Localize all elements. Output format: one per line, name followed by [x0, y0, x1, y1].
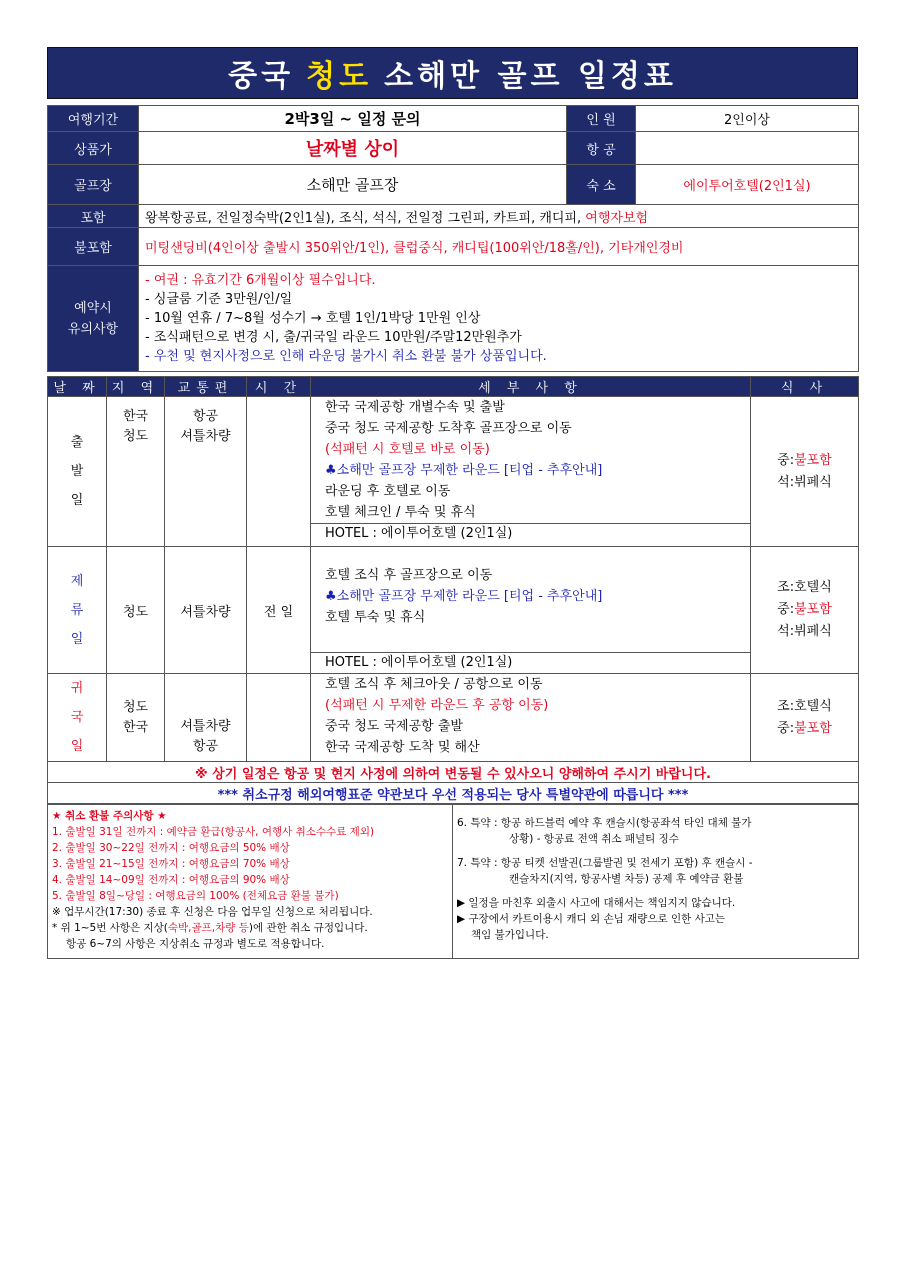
schedule-table	[47, 376, 859, 804]
header-time: 시 간	[247, 377, 311, 397]
note-item: - 우천 및 현지사정으로 인해 라운딩 불가시 취소 환불 불가 상품입니다.	[145, 349, 547, 364]
meal-prefix: 조:	[777, 698, 795, 714]
meal-value: 뷔페식	[794, 624, 832, 639]
day-char: 국	[70, 710, 84, 725]
header-region: 지 역	[107, 377, 165, 397]
price-label: 상품가	[48, 132, 139, 165]
details-cell	[311, 547, 751, 674]
meal-value: 호텔식	[794, 698, 832, 714]
day-char: 일	[70, 493, 84, 508]
detail-line: 한국 국제공항 개별수속 및 출발	[325, 400, 505, 415]
term-line: 캔슬차지(지역, 항공사별 차등) 공제 후 예약금 환불	[509, 873, 744, 885]
special-terms	[453, 805, 859, 959]
detail-line: 한국 국제공항 도착 및 해산	[325, 740, 480, 755]
notes-list	[139, 266, 859, 372]
title-part2: 소해만 골프 일정표	[384, 59, 677, 94]
include-label: 포함	[48, 205, 139, 228]
detail-line: (석패턴 시 무제한 라운드 후 공항 이동)	[325, 698, 549, 713]
meal-value: 호텔식	[794, 580, 832, 595]
meal-line	[757, 718, 852, 740]
day-label-stay	[48, 547, 107, 674]
meal-prefix: 중:	[777, 602, 795, 617]
meal-prefix: 중:	[777, 720, 795, 736]
meals-cell	[751, 674, 859, 762]
time-cell	[247, 397, 311, 547]
term-line: ▶ 구장에서 카트이용시 캐디 외 손님 재량으로 인한 사고는	[457, 913, 726, 925]
airline-label: 항 공	[567, 132, 636, 165]
term-line: 책임 불가입니다.	[471, 929, 549, 941]
meals-cell	[751, 547, 859, 674]
info-table	[47, 105, 859, 372]
region-cell: 청도 한국	[107, 674, 165, 762]
refund-note: 항공 6~7의 사항은 지상취소 규정과 별도로 적용합니다.	[66, 938, 325, 950]
meal-prefix: 조:	[777, 580, 795, 595]
exclude-label: 불포함	[48, 228, 139, 266]
title-part1: 중국	[228, 59, 295, 94]
meal-line	[757, 696, 852, 718]
price-value: 날짜별 상이	[139, 132, 567, 165]
page-title	[47, 47, 858, 99]
term-line: 6. 특약 : 항공 하드블럭 예약 후 캔슬시(항공좌석 타인 대체 불가	[457, 817, 752, 829]
detail-line: ♣소해만 골프장 무제한 라운드 [티업 - 추후안내]	[325, 589, 603, 604]
transport-cell: 항공 셔틀차량	[165, 397, 247, 547]
people-value: 2인이상	[636, 106, 859, 132]
note-item: - 여권 : 유효기간 6개월이상 필수입니다.	[145, 273, 376, 288]
note-item: - 10월 연휴 / 7~8월 성수기 → 호텔 1인/1박당 1만원 인상	[145, 311, 481, 326]
day-char: 귀	[70, 681, 84, 696]
meal-value: 뷔페식	[794, 474, 832, 490]
meal-value: 불포함	[794, 720, 832, 736]
detail-line: 호텔 조식 후 체크아웃 / 공항으로 이동	[325, 677, 543, 692]
meal-value: 불포함	[794, 602, 832, 617]
day-label-return	[48, 674, 107, 762]
meal-line	[757, 621, 852, 643]
hotel-line: HOTEL : 에이투어호텔 (2인1실)	[311, 652, 750, 673]
title-highlight: 청도	[306, 59, 373, 94]
detail-line: 호텔 조식 후 골프장으로 이동	[325, 568, 493, 583]
details-cell	[311, 674, 751, 762]
schedule-change-notice: ※ 상기 일정은 항공 및 현지 사정에 의하여 변동될 수 있사오니 양해하여 주시기 바랍니다.	[48, 762, 859, 783]
airline-value	[636, 132, 859, 165]
day-char: 일	[70, 739, 84, 754]
golf-value: 소해만 골프장	[139, 165, 567, 205]
period-label: 여행기간	[48, 106, 139, 132]
detail-line: 호텔 투숙 및 휴식	[325, 610, 426, 625]
day-char: 일	[70, 631, 84, 647]
day-char: 제	[70, 573, 84, 589]
meal-line	[757, 450, 852, 472]
note-red-text: 숙박,골프,차량 등	[167, 922, 249, 934]
header-date: 날 짜	[48, 377, 107, 397]
refund-item: 1. 출발일 31일 전까지 : 예약금 환급(항공사, 여행사 취소수수료 제외)	[52, 826, 375, 838]
meal-line	[757, 599, 852, 621]
detail-line: 중국 청도 국제공항 도착후 골프장으로 이동	[325, 421, 572, 436]
people-label: 인 원	[567, 106, 636, 132]
meal-prefix: 석:	[777, 474, 795, 490]
term-line: ▶ 일정을 마친후 외출시 사고에 대해서는 책임지지 않습니다.	[457, 897, 736, 909]
refund-rules	[48, 805, 453, 959]
day-char: 류	[70, 602, 84, 618]
meal-value: 불포함	[794, 452, 832, 468]
transport-cell: 셔틀차량	[165, 547, 247, 674]
note-item: - 조식패턴으로 변경 시, 출/귀국일 라운드 10만원/주말12만원추가	[145, 330, 522, 345]
term-line: 7. 특약 : 항공 티켓 선발권(그룹발권 및 전세기 포함) 후 캔슬시 -	[457, 857, 753, 869]
day-label-departure	[48, 397, 107, 547]
details-cell	[311, 397, 751, 547]
detail-line: 중국 청도 국제공항 출발	[325, 719, 463, 734]
note-text: )에 관한 취소 규정입니다.	[248, 922, 368, 934]
golf-label: 골프장	[48, 165, 139, 205]
meals-cell	[751, 397, 859, 547]
special-terms-notice: *** 취소규정 해외여행표준 약관보다 우선 적용되는 당사 특별약관에 따릅니다 ***	[48, 783, 859, 804]
day-char: 출	[70, 435, 84, 450]
detail-line: ♣소해만 골프장 무제한 라운드 [티업 - 추후안내]	[325, 463, 603, 478]
refund-note: ※ 업무시간(17:30) 종료 후 신청은 다음 업무일 신청으로 처리됩니다.	[52, 906, 373, 918]
note-item: - 싱글룸 기준 3만원/인/일	[145, 292, 293, 307]
meal-prefix: 석:	[777, 624, 795, 639]
hotel-line: HOTEL : 에이투어호텔 (2인1실)	[311, 523, 750, 544]
time-cell	[247, 674, 311, 762]
include-value	[139, 205, 859, 228]
exclude-value: 미팅샌딩비(4인이상 출발시 350위안/1인), 클럽중식, 캐디팁(100위안/18홀/인), 기타개인경비	[139, 228, 859, 266]
include-text: 왕복항공료, 전일정숙박(2인1실), 조식, 석식, 전일정 그린피, 카트피, 캐디피,	[145, 210, 586, 226]
region-cell: 한국 청도	[107, 397, 165, 547]
transport-cell: 셔틀차량 항공	[165, 674, 247, 762]
refund-item: 3. 출발일 21~15일 전까지 : 여행요금의 70% 배상	[52, 858, 290, 870]
refund-item: 2. 출발일 30~22일 전까지 : 여행요금의 50% 배상	[52, 842, 290, 854]
itinerary-document	[47, 47, 858, 959]
refund-title: ★ 취소 환불 주의사항 ★	[52, 810, 167, 822]
header-meals: 식 사	[751, 377, 859, 397]
meal-line	[757, 577, 852, 599]
header-transport: 교통편	[165, 377, 247, 397]
hotel-value: 에이투어호텔(2인1실)	[636, 165, 859, 205]
notes-label: 예약시 유의사항	[48, 266, 139, 372]
time-cell: 전 일	[247, 547, 311, 674]
refund-table	[47, 804, 859, 959]
refund-item: 4. 출발일 14~09일 전까지 : 여행요금의 90% 배상	[52, 874, 290, 886]
detail-line: 호텔 체크인 / 투숙 및 휴식	[325, 505, 476, 520]
meal-prefix: 중:	[777, 452, 795, 468]
day-char: 발	[70, 464, 84, 479]
hotel-label: 숙 소	[567, 165, 636, 205]
detail-line: 라운딩 후 호텔로 이동	[325, 484, 451, 499]
header-details: 세 부 사 항	[311, 377, 751, 397]
refund-note	[52, 920, 448, 936]
region-cell: 청도	[107, 547, 165, 674]
meal-line	[757, 472, 852, 494]
include-red-text: 여행자보험	[585, 210, 649, 226]
detail-line: (석패턴 시 호텔로 바로 이동)	[325, 442, 490, 457]
period-value: 2박3일 ~ 일정 문의	[139, 106, 567, 132]
term-line: 상황) - 항공료 전액 취소 패널티 징수	[509, 833, 679, 845]
refund-item: 5. 출발일 8일~당일 : 여행요금의 100% (전체요금 환불 불가)	[52, 890, 339, 902]
note-text: * 위 1~5번 사항은 지상(	[52, 922, 168, 934]
